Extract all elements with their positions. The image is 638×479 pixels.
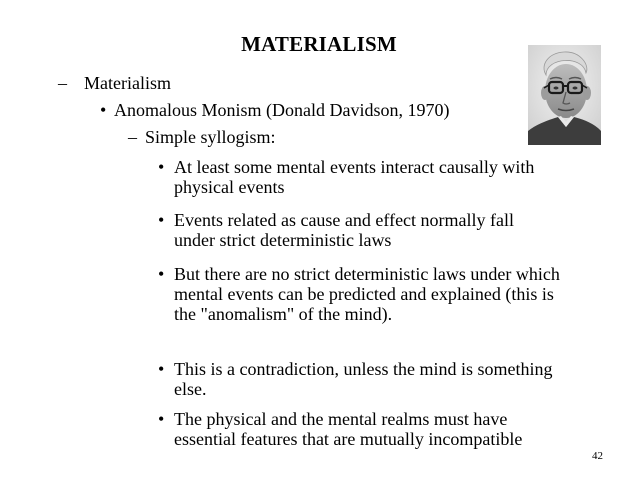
syllogism-bullet-4 bbox=[158, 359, 558, 399]
outline-level1-text: Materialism bbox=[84, 73, 171, 93]
portrait-photo bbox=[528, 45, 601, 145]
syllogism-bullet-5 bbox=[158, 409, 538, 449]
syllogism-bullet-3 bbox=[158, 264, 568, 324]
outline-level3-text: Simple syllogism: bbox=[145, 127, 276, 147]
outline-level3-item bbox=[128, 127, 276, 147]
bullet-marker: • bbox=[158, 359, 165, 379]
dash-marker: – bbox=[58, 73, 67, 93]
bullet-text: The physical and the mental realms must have essential features that are mutually incompatible bbox=[174, 409, 523, 449]
bullet-text: Events related as cause and effect normally fall under strict deterministic laws bbox=[174, 210, 515, 250]
bullet-marker: • bbox=[158, 157, 165, 177]
syllogism-bullet-1 bbox=[158, 157, 558, 197]
bullet-marker: • bbox=[100, 100, 107, 120]
slide-title: MATERIALISM bbox=[241, 32, 397, 56]
bullet-marker: • bbox=[158, 264, 165, 284]
bullet-text: This is a contradiction, unless the mind is something else. bbox=[174, 359, 553, 399]
dash-marker: – bbox=[128, 127, 137, 147]
syllogism-bullet-2 bbox=[158, 210, 558, 250]
outline-level2-item bbox=[100, 100, 449, 120]
bullet-marker: • bbox=[158, 210, 165, 230]
bullet-text: But there are no strict deterministic laws under which mental events can be predicted and explained (this is the "anomalism" of the mind). bbox=[174, 264, 560, 324]
bullet-text: At least some mental events interact causally with physical events bbox=[174, 157, 535, 197]
page-number: 42 bbox=[592, 450, 603, 462]
outline-level1-item bbox=[58, 73, 171, 93]
bullet-marker: • bbox=[158, 409, 165, 429]
outline-level2-text: Anomalous Monism (Donald Davidson, 1970) bbox=[114, 100, 450, 120]
